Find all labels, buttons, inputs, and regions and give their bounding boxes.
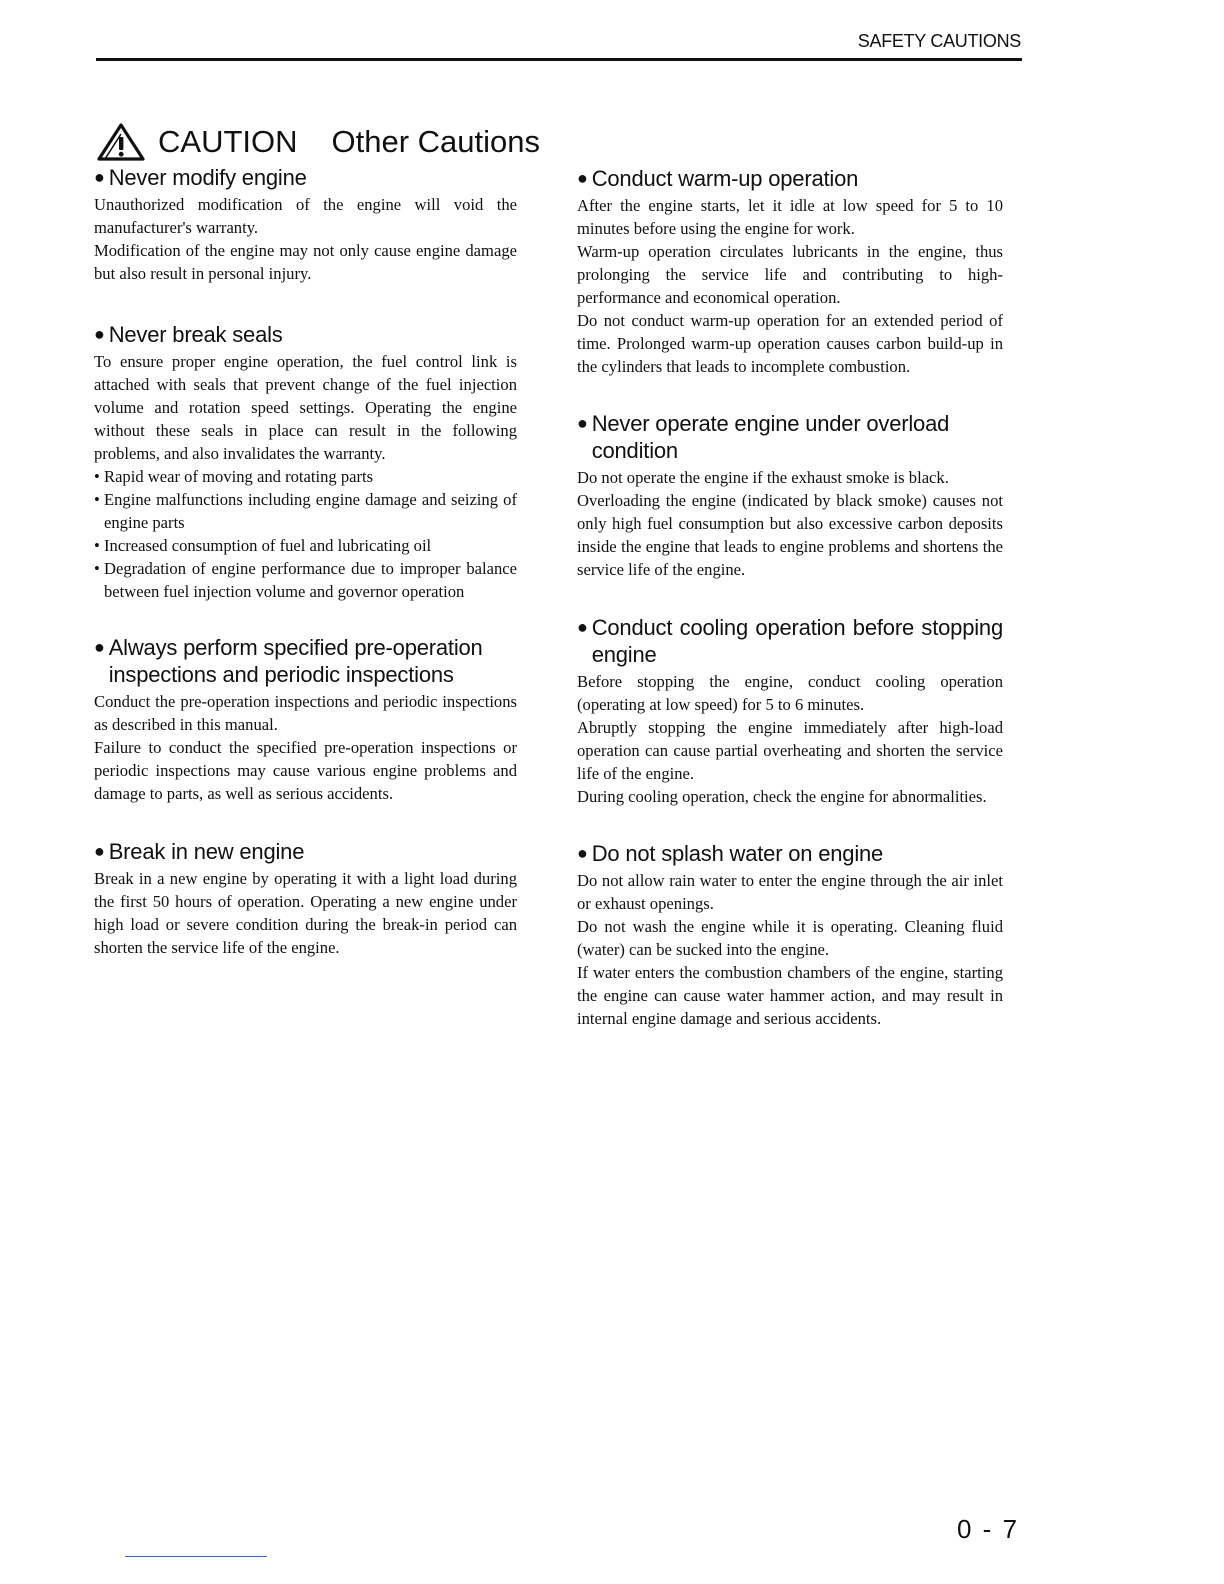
bullet-icon: ● <box>94 167 105 187</box>
section-paragraph: Conduct the pre-operation inspections and periodic inspections as described in this manual. <box>94 692 517 734</box>
section-paragraph: Warm-up operation circulates lubricants in the engine, thus prolonging the service life and contributing to high-performance and economical operation. <box>577 242 1003 307</box>
section-paragraph: Before stopping the engine, conduct cooling operation (operating at low speed) for 5 to 6 minutes. <box>577 672 1003 714</box>
section-paragraph: Do not operate the engine if the exhaust smoke is black. <box>577 468 949 487</box>
section-heading: ● Never modify engine <box>94 165 307 190</box>
warning-triangle-icon <box>96 122 146 162</box>
section-heading: ● Never operate engine under overload condition <box>577 411 950 463</box>
list-item: • Increased consumption of fuel and lubricating oil <box>94 534 517 557</box>
bullet-icon: ● <box>94 324 105 344</box>
section-paragraph: After the engine starts, let it idle at low speed for 5 to 10 minutes before using the engine for work. <box>577 196 1003 238</box>
list-item: • Rapid wear of moving and rotating parts <box>94 465 517 488</box>
list-item: • Degradation of engine performance due to improper balance between fuel injection volume and governor operation <box>94 557 517 603</box>
bullet-icon: ● <box>94 637 105 657</box>
caution-subtitle: Other Cautions <box>331 124 540 159</box>
header-divider <box>96 58 1022 61</box>
section-paragraph: Modification of the engine may not only cause engine damage but also result in personal injury. <box>94 241 517 283</box>
section-paragraph: Do not allow rain water to enter the engine through the air inlet or exhaust openings. <box>577 871 1003 913</box>
bullet-icon: ● <box>94 841 105 861</box>
section-cooling-operation <box>577 614 1003 808</box>
section-never-break-seals <box>94 321 517 603</box>
section-paragraph: Overloading the engine (indicated by black smoke) causes not only high fuel consumption but also excessive carbon deposits inside the engine that leads to engine problems and shortens the service life of the engine. <box>577 491 1003 579</box>
section-heading: ● Break in new engine <box>94 839 305 864</box>
section-paragraph: To ensure proper engine operation, the fuel control link is attached with seals that prevent change of the fuel injection volume and rotation speed settings. Operating the engine without these seals in place can result in the following problems, and also invalidates the warranty. <box>94 352 517 463</box>
section-paragraph: If water enters the combustion chambers of the engine, starting the engine can cause water hammer action, and may result in internal engine damage and serious accidents. <box>577 963 1003 1028</box>
section-paragraph: Abruptly stopping the engine immediately after high-load operation can cause partial overheating and shorten the service life of the engine. <box>577 718 1003 783</box>
page-number: 0 - 7 <box>957 1514 1020 1544</box>
section-paragraph: Unauthorized modification of the engine will void the manufacturer's warranty. <box>94 195 517 237</box>
section-paragraph: Break in a new engine by operating it with a light load during the first 50 hours of operation. Operating a new engine under high load or severe condition during the break-in period can shorten the service life of the engine. <box>94 869 517 957</box>
bullet-icon: ● <box>577 413 588 433</box>
section-heading: ● Do not splash water on engine <box>577 841 884 866</box>
right-column <box>577 165 1003 1030</box>
bullet-icon: ● <box>577 617 588 637</box>
section-never-modify-engine <box>94 164 517 285</box>
caution-label: CAUTION <box>158 124 298 159</box>
left-column <box>94 164 517 959</box>
caution-heading <box>96 122 540 162</box>
bullet-icon: ● <box>577 168 588 188</box>
bullet-icon: ● <box>577 843 588 863</box>
section-heading: ● Conduct warm-up operation <box>577 166 859 191</box>
section-break-in-new-engine <box>94 838 517 959</box>
section-paragraph: Failure to conduct the specified pre-operation inspections or periodic inspections may cause various engine problems and damage to parts, as well as serious accidents. <box>94 738 517 803</box>
section-heading: ● Always perform specified pre-operation inspections and periodic inspections <box>94 635 483 687</box>
section-paragraph: During cooling operation, check the engine for abnormalities. <box>577 787 987 806</box>
section-paragraph: Do not wash the engine while it is operating. Cleaning fluid (water) can be sucked into the engine. <box>577 917 1003 959</box>
footer-line <box>125 1556 267 1557</box>
section-perform-inspections <box>94 634 517 805</box>
page-header-title: SAFETY CAUTIONS <box>857 31 1021 51</box>
list-item: • Engine malfunctions including engine damage and seizing of engine parts <box>94 488 517 534</box>
section-paragraph: Do not conduct warm-up operation for an extended period of time. Prolonged warm-up operation causes carbon build-up in the cylinders that leads to incomplete combustion. <box>577 311 1003 376</box>
section-warm-up-operation <box>577 165 1003 378</box>
section-overload-condition <box>577 410 1003 581</box>
problem-list <box>94 465 517 603</box>
section-heading: ● Never break seals <box>94 322 283 347</box>
section-heading: ● Conduct cooling operation before stopping engine <box>577 615 1003 667</box>
section-splash-water <box>577 840 1003 1030</box>
